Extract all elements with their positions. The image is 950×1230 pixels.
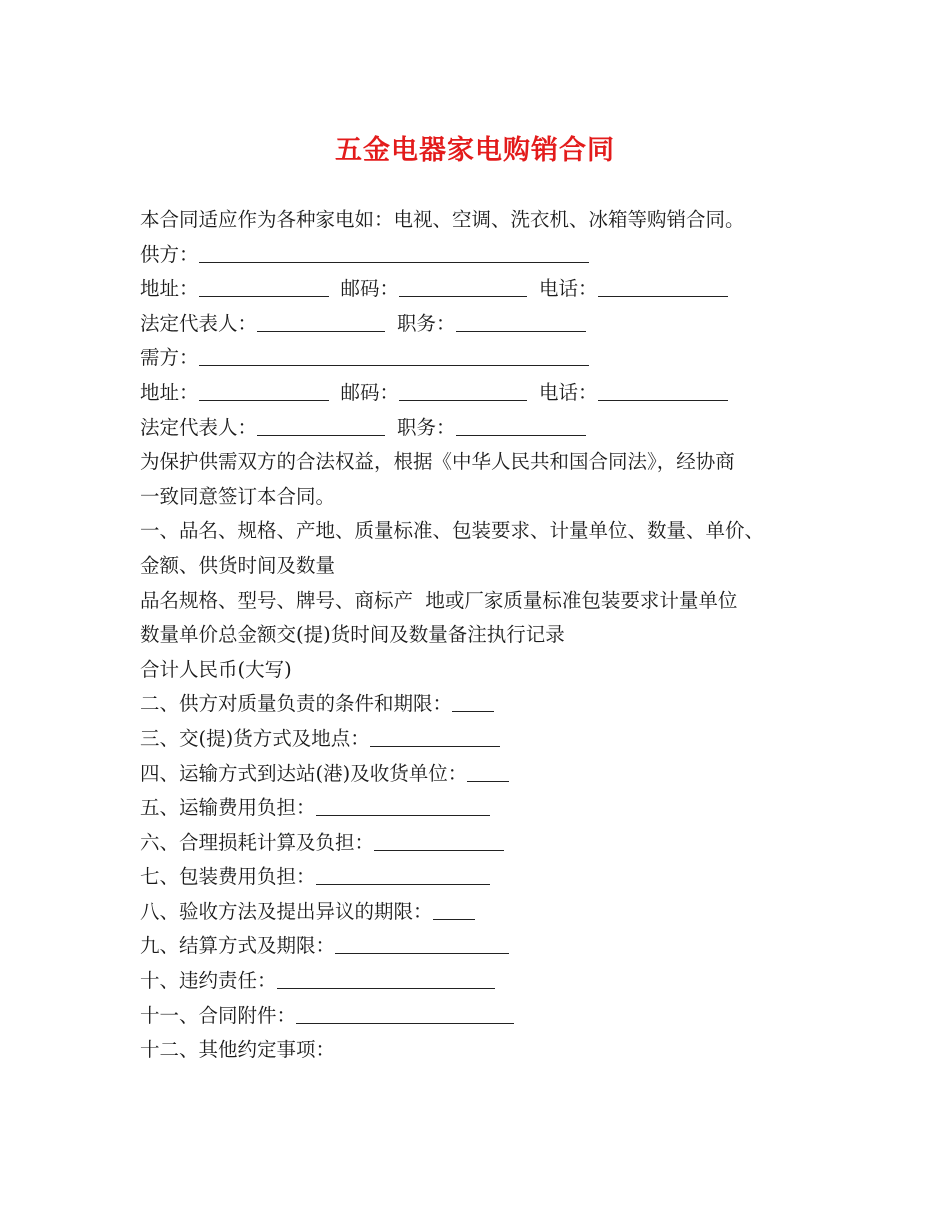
clause-5-blank[interactable]	[316, 793, 490, 816]
supplier-name-blank[interactable]	[199, 240, 589, 263]
buyer-label: 需方：	[140, 346, 199, 370]
clause-7-blank[interactable]	[316, 862, 490, 885]
clause-6-line	[140, 826, 840, 861]
clause-9-blank[interactable]	[335, 931, 509, 954]
clause-12-label: 十二、其他约定事项：	[140, 1038, 336, 1062]
clause-2-label: 二、供方对质量负责的条件和期限：	[140, 692, 453, 716]
clause-10-label: 十、违约责任：	[140, 969, 277, 993]
buyer-name-blank[interactable]	[199, 343, 589, 366]
table-header-line-1: 品名规格、型号、牌号、商标产 地或厂家质量标准包装要求计量单位	[140, 588, 738, 612]
buyer-rep-blank[interactable]	[257, 413, 385, 436]
buyer-postcode-blank[interactable]	[399, 378, 527, 401]
supplier-line	[140, 238, 840, 273]
clause-4-label: 四、运输方式到达站(港)及收货单位：	[140, 761, 468, 785]
buyer-rep-label: 法定代表人：	[140, 415, 258, 439]
contract-body	[140, 203, 840, 1068]
clause-7-line	[140, 860, 840, 895]
total-line: 合计人民币(大写)	[140, 657, 292, 681]
supplier-contact-line	[140, 272, 840, 307]
clause-2-blank[interactable]	[452, 689, 494, 712]
supplier-postcode-label: 邮码：	[340, 277, 400, 301]
buyer-line	[140, 341, 840, 376]
buyer-phone-blank[interactable]	[598, 378, 728, 401]
clause-4-line	[140, 757, 840, 792]
supplier-position-blank[interactable]	[456, 309, 586, 332]
clause-11-blank[interactable]	[296, 1001, 514, 1024]
supplier-position-label: 职务：	[397, 311, 456, 335]
buyer-position-label: 职务：	[397, 415, 456, 439]
intro-line: 本合同适应作为各种家电如：电视、空调、洗衣机、冰箱等购销合同。	[140, 208, 745, 231]
table-header-line-2: 数量单价总金额交(提)货时间及数量备注执行记录	[140, 623, 565, 647]
clause-4-blank[interactable]	[467, 759, 509, 782]
supplier-phone-blank[interactable]	[598, 274, 728, 297]
supplier-phone-label: 电话：	[539, 277, 598, 301]
clause-3-line	[140, 722, 840, 757]
document-title: 五金电器家电购销合同	[335, 135, 615, 166]
clause-3-label: 三、交(提)货方式及地点：	[140, 726, 370, 750]
supplier-rep-blank[interactable]	[257, 309, 385, 332]
buyer-postcode-label: 邮码：	[340, 380, 400, 404]
clause-8-label: 八、验收方法及提出异议的期限：	[140, 899, 433, 923]
clause-9-label: 九、结算方式及期限：	[140, 934, 336, 958]
supplier-label: 供方：	[140, 242, 199, 266]
preamble-line-2: 一致同意签订本合同。	[140, 484, 336, 508]
clause-5-label: 五、运输费用负担：	[140, 796, 316, 820]
clause-5-line	[140, 791, 840, 826]
supplier-address-label: 地址：	[140, 277, 199, 301]
buyer-phone-label: 电话：	[539, 380, 598, 404]
clause-7-label: 七、包装费用负担：	[140, 865, 316, 889]
clause-8-line	[140, 895, 840, 930]
clause-12-line	[140, 1033, 840, 1068]
clause-11-line	[140, 999, 840, 1034]
buyer-position-blank[interactable]	[456, 413, 586, 436]
clause-6-label: 六、合理损耗计算及负担：	[140, 830, 375, 854]
clause-1-line-1: 一、品名、规格、产地、质量标准、包装要求、计量单位、数量、单价、	[140, 519, 765, 543]
buyer-contact-line	[140, 376, 840, 411]
clause-1-line-2: 金额、供货时间及数量	[140, 553, 336, 577]
clause-10-line	[140, 964, 840, 999]
clause-2-line	[140, 687, 840, 722]
buyer-address-label: 地址：	[140, 380, 199, 404]
buyer-rep-line	[140, 411, 840, 446]
clause-10-blank[interactable]	[277, 966, 495, 989]
supplier-rep-line	[140, 307, 840, 342]
clause-6-blank[interactable]	[374, 828, 504, 851]
clause-8-blank[interactable]	[433, 897, 475, 920]
supplier-postcode-blank[interactable]	[399, 274, 527, 297]
preamble-line-1: 为保护供需双方的合法权益，根据《中华人民共和国合同法》，经协商	[140, 450, 735, 474]
clause-11-label: 十一、合同附件：	[140, 1003, 297, 1027]
buyer-address-blank[interactable]	[199, 378, 329, 401]
clause-3-blank[interactable]	[370, 724, 500, 747]
supplier-rep-label: 法定代表人：	[140, 311, 258, 335]
clause-9-line	[140, 929, 840, 964]
supplier-address-blank[interactable]	[199, 274, 329, 297]
